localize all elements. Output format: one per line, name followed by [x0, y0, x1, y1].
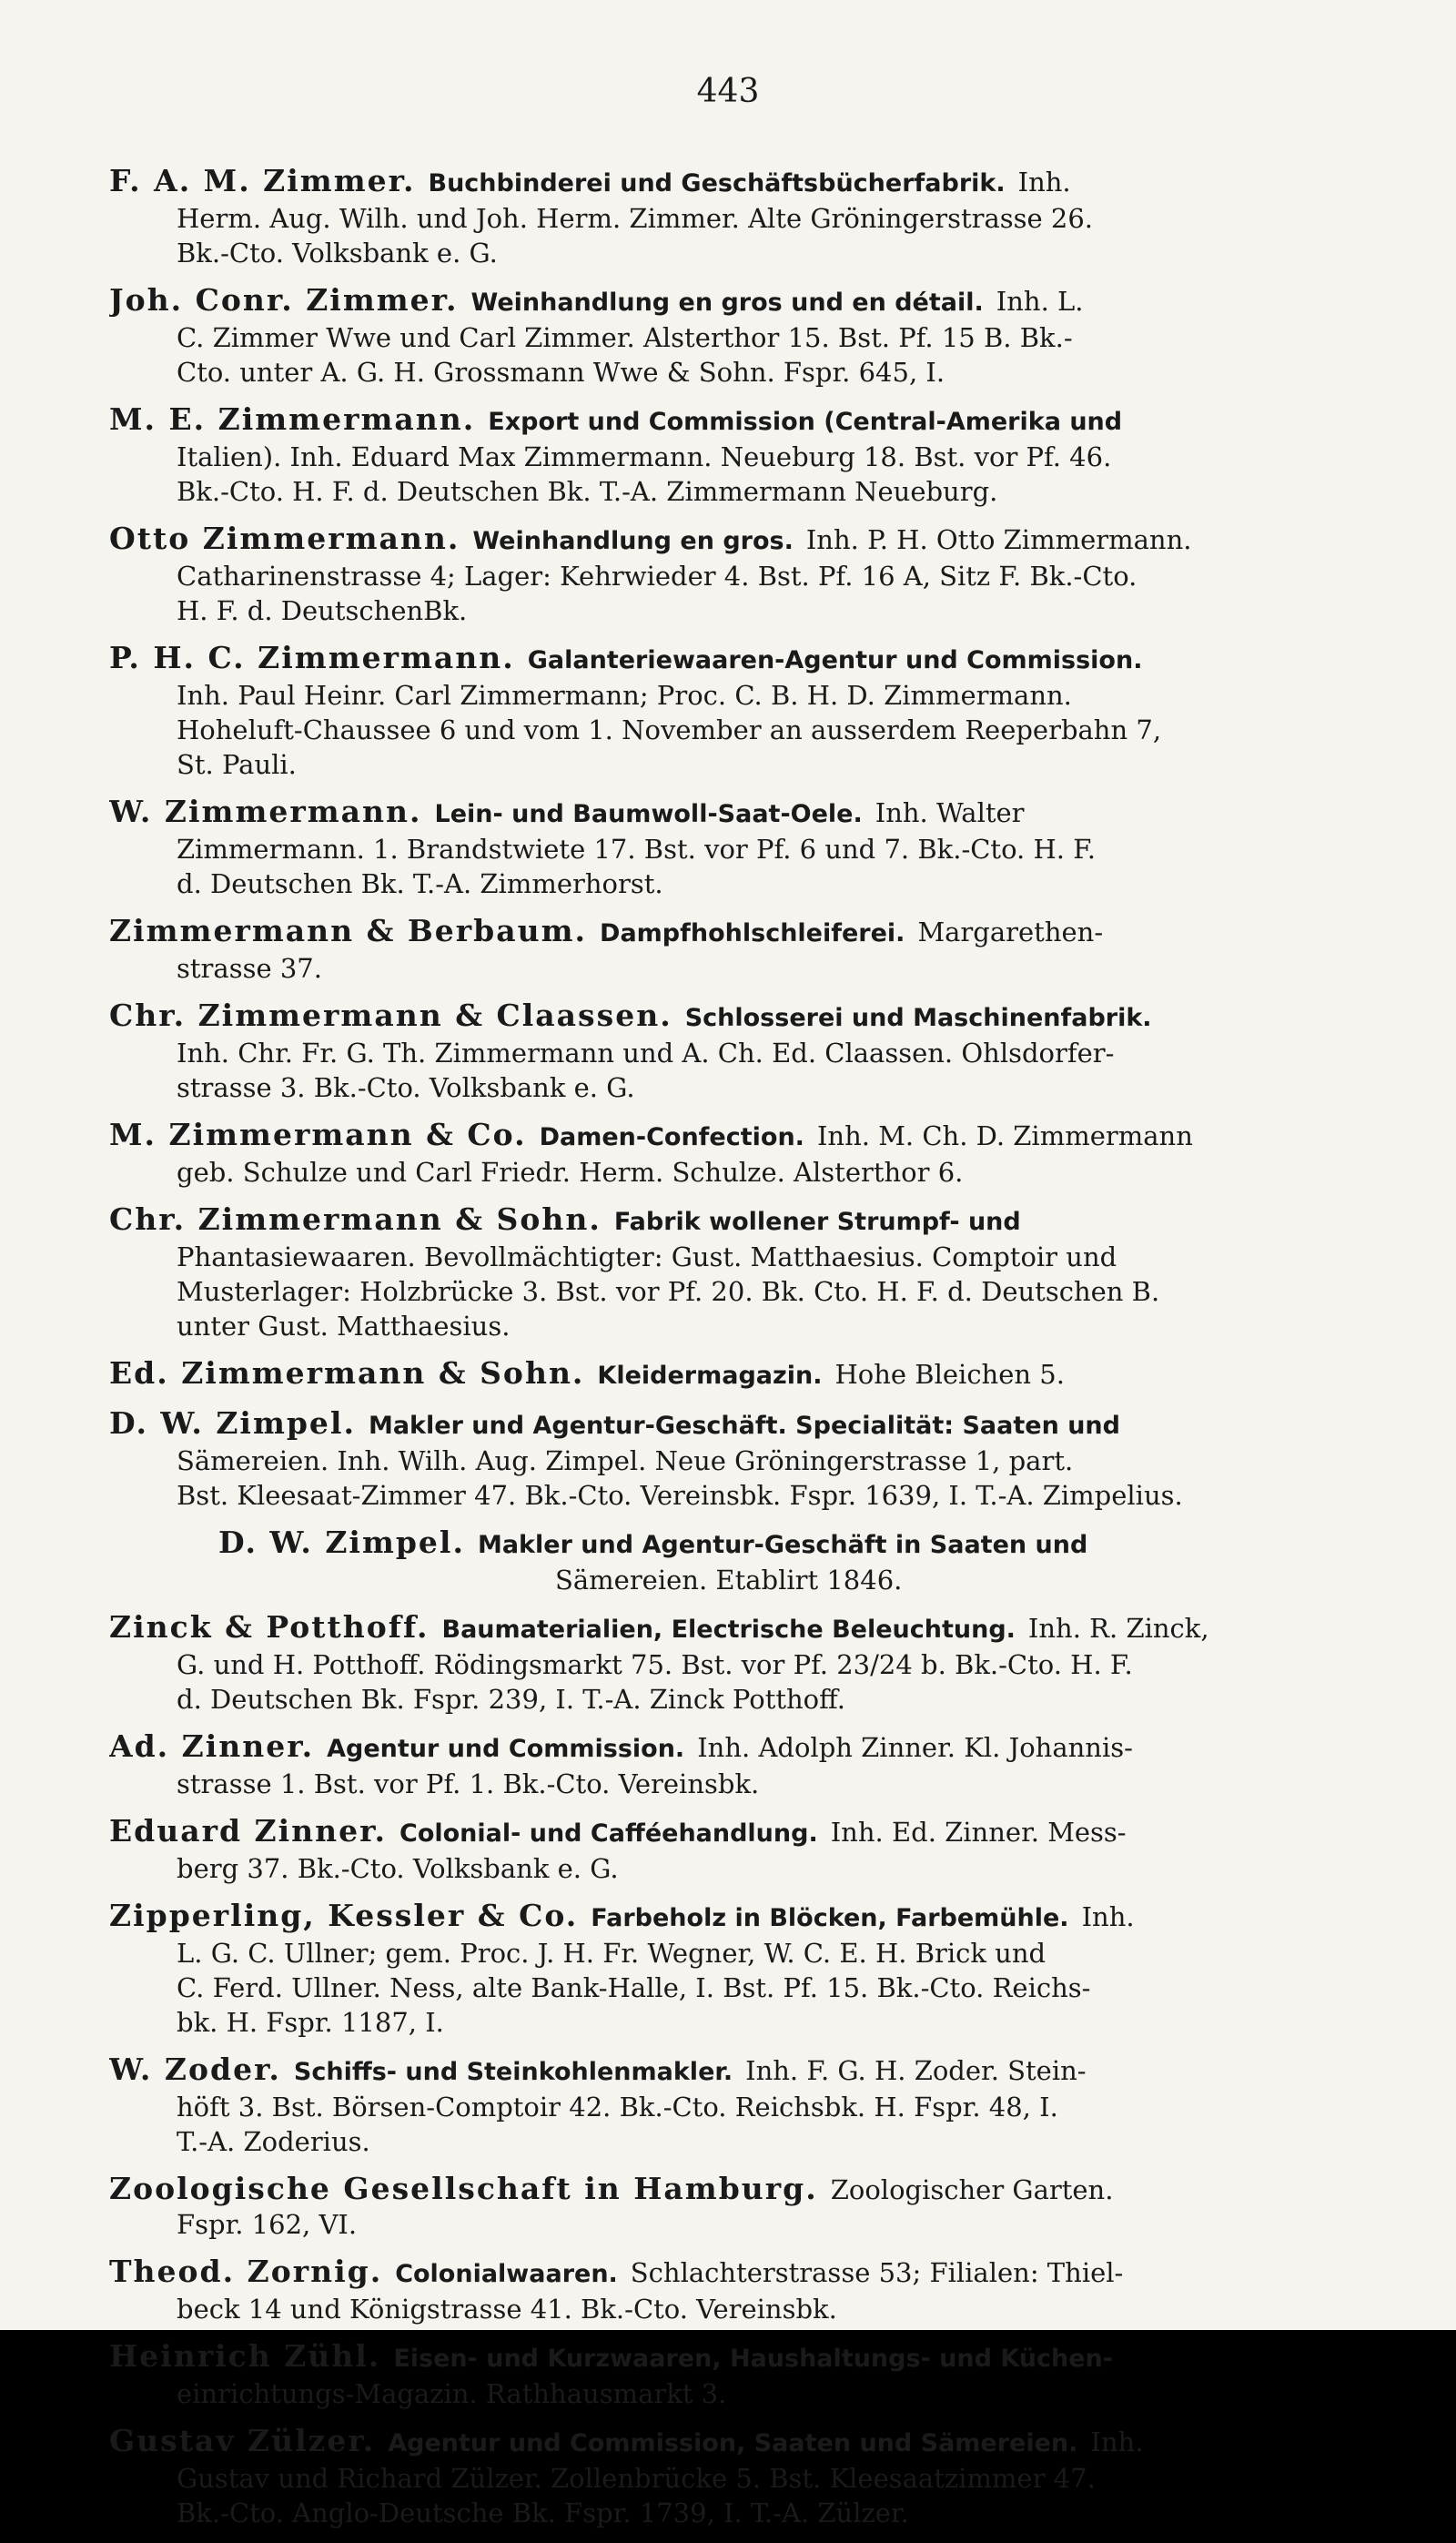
entry-business: Galanteriewaaren-Agentur und Commission. — [527, 646, 1143, 674]
entry-continuation-line: strasse 3. Bk.-Cto. Volksbank e. G. — [177, 1072, 635, 1103]
entry-business: Dampfhohlschleiferei. — [600, 919, 905, 947]
entry-name: M. Zimmermann & Co. — [109, 1118, 527, 1152]
entry-business: Buchbinderei und Geschäftsbücherfabrik. — [428, 169, 1006, 198]
directory-entry — [109, 1610, 1310, 1717]
directory-entry — [109, 2052, 1310, 2159]
page-number: 443 — [696, 73, 760, 110]
entry-business: Lein- und Baumwoll-Saat-Oele. — [434, 800, 863, 828]
entry-business: Makler und Agentur-Geschäft in Saaten und — [477, 1531, 1088, 1559]
entry-name: P. H. C. Zimmermann. — [109, 641, 515, 675]
directory-entry — [109, 795, 1310, 901]
entry-first-line — [109, 1610, 1310, 1647]
entry-first-line — [109, 795, 1310, 832]
entry-first-line — [109, 2052, 1310, 2090]
entry-continuation-line: Cto. unter A. G. H. Grossmann Wwe & Sohn. Fspr. 645, I. — [177, 357, 945, 388]
entry-business: Agentur und Commission. — [327, 1735, 685, 1763]
entry-details: Inh. P. H. Otto Zimmermann. — [805, 524, 1192, 555]
entry-first-line — [109, 164, 1310, 201]
directory-entry — [109, 2254, 1310, 2326]
entry-business: Colonial- und Cafféehandlung. — [399, 1819, 818, 1848]
entry-continuation-line: einrichtungs-Magazin. Rathhausmarkt 3. — [177, 2378, 727, 2409]
entry-continuation-line: Zimmermann. 1. Brandstwiete 17. Bst. vor Pf. 6 und 7. Bk.-Cto. H. F. — [177, 834, 1097, 865]
entry-details: Inh. R. Zinck, — [1027, 1613, 1209, 1644]
directory-entry — [109, 641, 1310, 782]
entry-continuation-line: unter Gust. Matthaesius. — [177, 1311, 511, 1342]
entry-first-line — [109, 1356, 1310, 1393]
entry-name: Chr. Zimmermann & Claassen. — [109, 998, 672, 1033]
entry-details: Inh. M. Ch. D. Zimmermann — [816, 1120, 1193, 1151]
entry-name: F. A. M. Zimmer. — [109, 164, 416, 198]
entry-name: Ed. Zimmermann & Sohn. — [109, 1356, 585, 1391]
entry-details: Schlachterstrasse 53; Filialen: Thiel- — [630, 2257, 1124, 2288]
entry-details: Inh. F. G. H. Zoder. Stein- — [745, 2055, 1087, 2086]
entry-name: M. E. Zimmermann. — [109, 402, 476, 437]
entry-continuation-line: C. Zimmer Wwe und Carl Zimmer. Alsterthor 15. Bst. Pf. 15 B. Bk.- — [177, 322, 1073, 353]
directory-entry — [109, 1525, 1310, 1597]
entry-first-line — [109, 1899, 1310, 1936]
directory-entry — [109, 998, 1310, 1105]
directory-entry — [109, 164, 1310, 270]
entry-continuation-line: St. Pauli. — [177, 749, 297, 780]
entry-business: Schiffs- und Steinkohlenmakler. — [293, 2058, 733, 2086]
directory-entry — [109, 2339, 1310, 2411]
entry-name: D. W. Zimpel. — [109, 1406, 356, 1441]
entry-first-line — [109, 1406, 1310, 1444]
entry-continuation-line: d. Deutschen Bk. T.-A. Zimmerhorst. — [177, 868, 663, 899]
entry-name: Gustav Zülzer. — [109, 2424, 376, 2458]
entry-details: Inh. — [1017, 167, 1071, 198]
entry-first-line — [109, 2339, 1310, 2376]
entry-first-line — [109, 2172, 1310, 2207]
entry-first-line — [109, 1202, 1310, 1240]
entry-details: Inh. L. — [996, 286, 1084, 317]
entry-details: Inh. Walter — [875, 797, 1025, 828]
entry-name: Zinck & Potthoff. — [109, 1610, 430, 1645]
entry-details: Margarethen- — [917, 917, 1104, 947]
entry-name: Zimmermann & Berbaum. — [109, 914, 588, 948]
entry-continuation-line: Inh. Paul Heinr. Carl Zimmermann; Proc. C. B. H. D. Zimmermann. — [177, 680, 1072, 711]
directory-entry — [109, 1202, 1310, 1343]
entry-continuation-line: Inh. Chr. Fr. G. Th. Zimmermann und A. Ch. Ed. Claassen. Ohlsdorfer- — [177, 1038, 1115, 1069]
entry-first-line — [109, 1729, 1310, 1767]
entry-details: Inh. Adolph Zinner. Kl. Johannis- — [697, 1732, 1133, 1763]
directory-entry — [109, 1356, 1310, 1393]
entry-first-line — [109, 998, 1310, 1036]
directory-entries — [109, 164, 1310, 2543]
directory-entry — [109, 1729, 1310, 1801]
entry-first-line — [109, 283, 1310, 320]
entry-continuation-line: Hoheluft-Chaussee 6 und vom 1. November an ausserdem Reeperbahn 7, — [177, 714, 1162, 745]
entry-continuation-line: strasse 37. — [177, 953, 322, 984]
directory-entry — [109, 914, 1310, 986]
entry-details: Hohe Bleichen 5. — [834, 1359, 1065, 1390]
directory-entry — [109, 283, 1310, 390]
entry-business: Baumaterialien, Electrische Beleuchtung. — [441, 1616, 1016, 1644]
entry-continuation-line: höft 3. Bst. Börsen-Comptoir 42. Bk.-Cto. Reichsbk. H. Fspr. 48, I. — [177, 2092, 1058, 2123]
entry-name: D. W. Zimpel. — [218, 1525, 465, 1560]
entry-continuation-line: Sämereien. Etablirt 1846. — [555, 1565, 903, 1596]
entry-name: Otto Zimmermann. — [109, 522, 460, 556]
entry-first-line — [109, 1118, 1310, 1155]
entry-name: Zoologische Gesellschaft in Hamburg. — [109, 2172, 818, 2206]
entry-name: W. Zimmermann. — [109, 795, 422, 829]
entry-business: Weinhandlung en gros und en détail. — [470, 289, 984, 317]
entry-name: Ad. Zinner. — [109, 1729, 315, 1764]
entry-continuation-line: T.-A. Zoderius. — [177, 2126, 370, 2157]
entry-business: Weinhandlung en gros. — [472, 527, 794, 555]
entry-continuation-line: Bk.-Cto. H. F. d. Deutschen Bk. T.-A. Zimmermann Neueburg. — [177, 476, 998, 507]
entry-continuation-line: beck 14 und Königstrasse 41. Bk.-Cto. Vereinsbk. — [177, 2294, 837, 2325]
entry-continuation-line: C. Ferd. Ullner. Ness, alte Bank-Halle, I. Bst. Pf. 15. Bk.-Cto. Reichs- — [177, 1972, 1091, 2003]
entry-name: Joh. Conr. Zimmer. — [109, 283, 459, 318]
directory-entry — [109, 402, 1310, 509]
entry-continuation-line: H. F. d. DeutschenBk. — [177, 595, 468, 626]
entry-continuation-line: Fspr. 162, VI. — [177, 2209, 358, 2240]
entry-business: Fabrik wollener Strumpf- und — [613, 1208, 1021, 1236]
entry-business: Makler und Agentur-Geschäft. Specialität: Saaten und — [368, 1412, 1120, 1440]
entry-continuation-line: Herm. Aug. Wilh. und Joh. Herm. Zimmer. Alte Gröningerstrasse 26. — [177, 203, 1094, 234]
entry-continuation-line: Bk.-Cto. Volksbank e. G. — [177, 238, 498, 268]
entry-continuation-line: Musterlager: Holzbrücke 3. Bst. vor Pf. 20. Bk. Cto. H. F. d. Deutschen B. — [177, 1276, 1160, 1307]
entry-continuation-line: Bst. Kleesaat-Zimmer 47. Bk.-Cto. Vereinsbk. Fspr. 1639, I. T.-A. Zimpelius. — [177, 1480, 1183, 1511]
entry-continuation-line: G. und H. Potthoff. Rödingsmarkt 75. Bst. vor Pf. 23/24 b. Bk.-Cto. H. F. — [177, 1649, 1133, 1680]
entry-details: Inh. — [1090, 2426, 1144, 2457]
entry-name: W. Zoder. — [109, 2052, 281, 2087]
entry-name: Theod. Zornig. — [109, 2254, 383, 2289]
entry-first-line — [109, 2424, 1310, 2461]
directory-entry — [109, 1406, 1310, 1513]
directory-entry — [109, 2424, 1310, 2530]
entry-first-line — [109, 641, 1310, 678]
entry-continuation-line: d. Deutschen Bk. Fspr. 239, I. T.-A. Zinck Potthoff. — [177, 1684, 845, 1715]
entry-continuation-line: bk. H. Fspr. 1187, I. — [177, 2007, 444, 2038]
directory-entry — [109, 1118, 1310, 1190]
entry-business: Kleidermagazin. — [597, 1362, 823, 1390]
entry-continuation-line: Italien). Inh. Eduard Max Zimmermann. Neueburg 18. Bst. vor Pf. 46. — [177, 441, 1112, 472]
entry-first-line — [109, 1525, 1310, 1563]
entry-business: Export und Commission (Central-Amerika und — [488, 408, 1123, 436]
entry-continuation-line: Phantasiewaaren. Bevollmächtigter: Gust. Matthaesius. Comptoir und — [177, 1241, 1117, 1272]
entry-name: Eduard Zinner. — [109, 1814, 388, 1849]
entry-name: Chr. Zimmermann & Sohn. — [109, 1202, 602, 1237]
entry-continuation-line: geb. Schulze und Carl Friedr. Herm. Schulze. Alsterthor 6. — [177, 1157, 964, 1188]
entry-name: Heinrich Zühl. — [109, 2339, 381, 2374]
entry-details: Inh. — [1081, 1901, 1135, 1932]
directory-entry — [109, 522, 1310, 628]
entry-continuation-line: Bk.-Cto. Anglo-Deutsche Bk. Fspr. 1739, I. T.-A. Zülzer. — [177, 2497, 909, 2528]
entry-continuation-line: L. G. C. Ullner; gem. Proc. J. H. Fr. Wegner, W. C. E. H. Brick und — [177, 1938, 1046, 1969]
entry-first-line — [109, 1814, 1310, 1851]
directory-entry — [109, 2172, 1310, 2242]
entry-continuation-line: strasse 1. Bst. vor Pf. 1. Bk.-Cto. Vereinsbk. — [177, 1768, 760, 1799]
entry-business: Schlosserei und Maschinenfabrik. — [684, 1004, 1152, 1032]
entry-continuation-line: Gustav und Richard Zülzer. Zollenbrücke 5. Bst. Kleesaatzimmer 47. — [177, 2463, 1096, 2494]
entry-continuation-line: Sämereien. Inh. Wilh. Aug. Zimpel. Neue Gröningerstrasse 1, part. — [177, 1445, 1074, 1476]
entry-business: Farbeholz in Blöcken, Farbemühle. — [591, 1904, 1069, 1932]
entry-business: Colonialwaaren. — [395, 2260, 618, 2288]
entry-continuation-line: Catharinenstrasse 4; Lager: Kehrwieder 4. Bst. Pf. 16 A, Sitz F. Bk.-Cto. — [177, 561, 1138, 592]
entry-details: Zoologischer Garten. — [830, 2174, 1114, 2205]
entry-name: Zipperling, Kessler & Co. — [109, 1899, 579, 1933]
entry-first-line — [109, 914, 1310, 951]
entry-first-line — [109, 402, 1310, 440]
entry-business: Agentur und Commission, Saaten und Sämereien. — [388, 2429, 1078, 2457]
directory-entry — [109, 1899, 1310, 2040]
entry-business: Eisen- und Kurzwaaren, Haushaltungs- und Küchen- — [393, 2345, 1113, 2373]
entry-first-line — [109, 2254, 1310, 2292]
entry-business: Damen-Confection. — [539, 1123, 804, 1151]
entry-first-line — [109, 522, 1310, 559]
entry-continuation-line: berg 37. Bk.-Cto. Volksbank e. G. — [177, 1853, 619, 1884]
entry-details: Inh. Ed. Zinner. Mess- — [830, 1817, 1127, 1848]
directory-entry — [109, 1814, 1310, 1886]
